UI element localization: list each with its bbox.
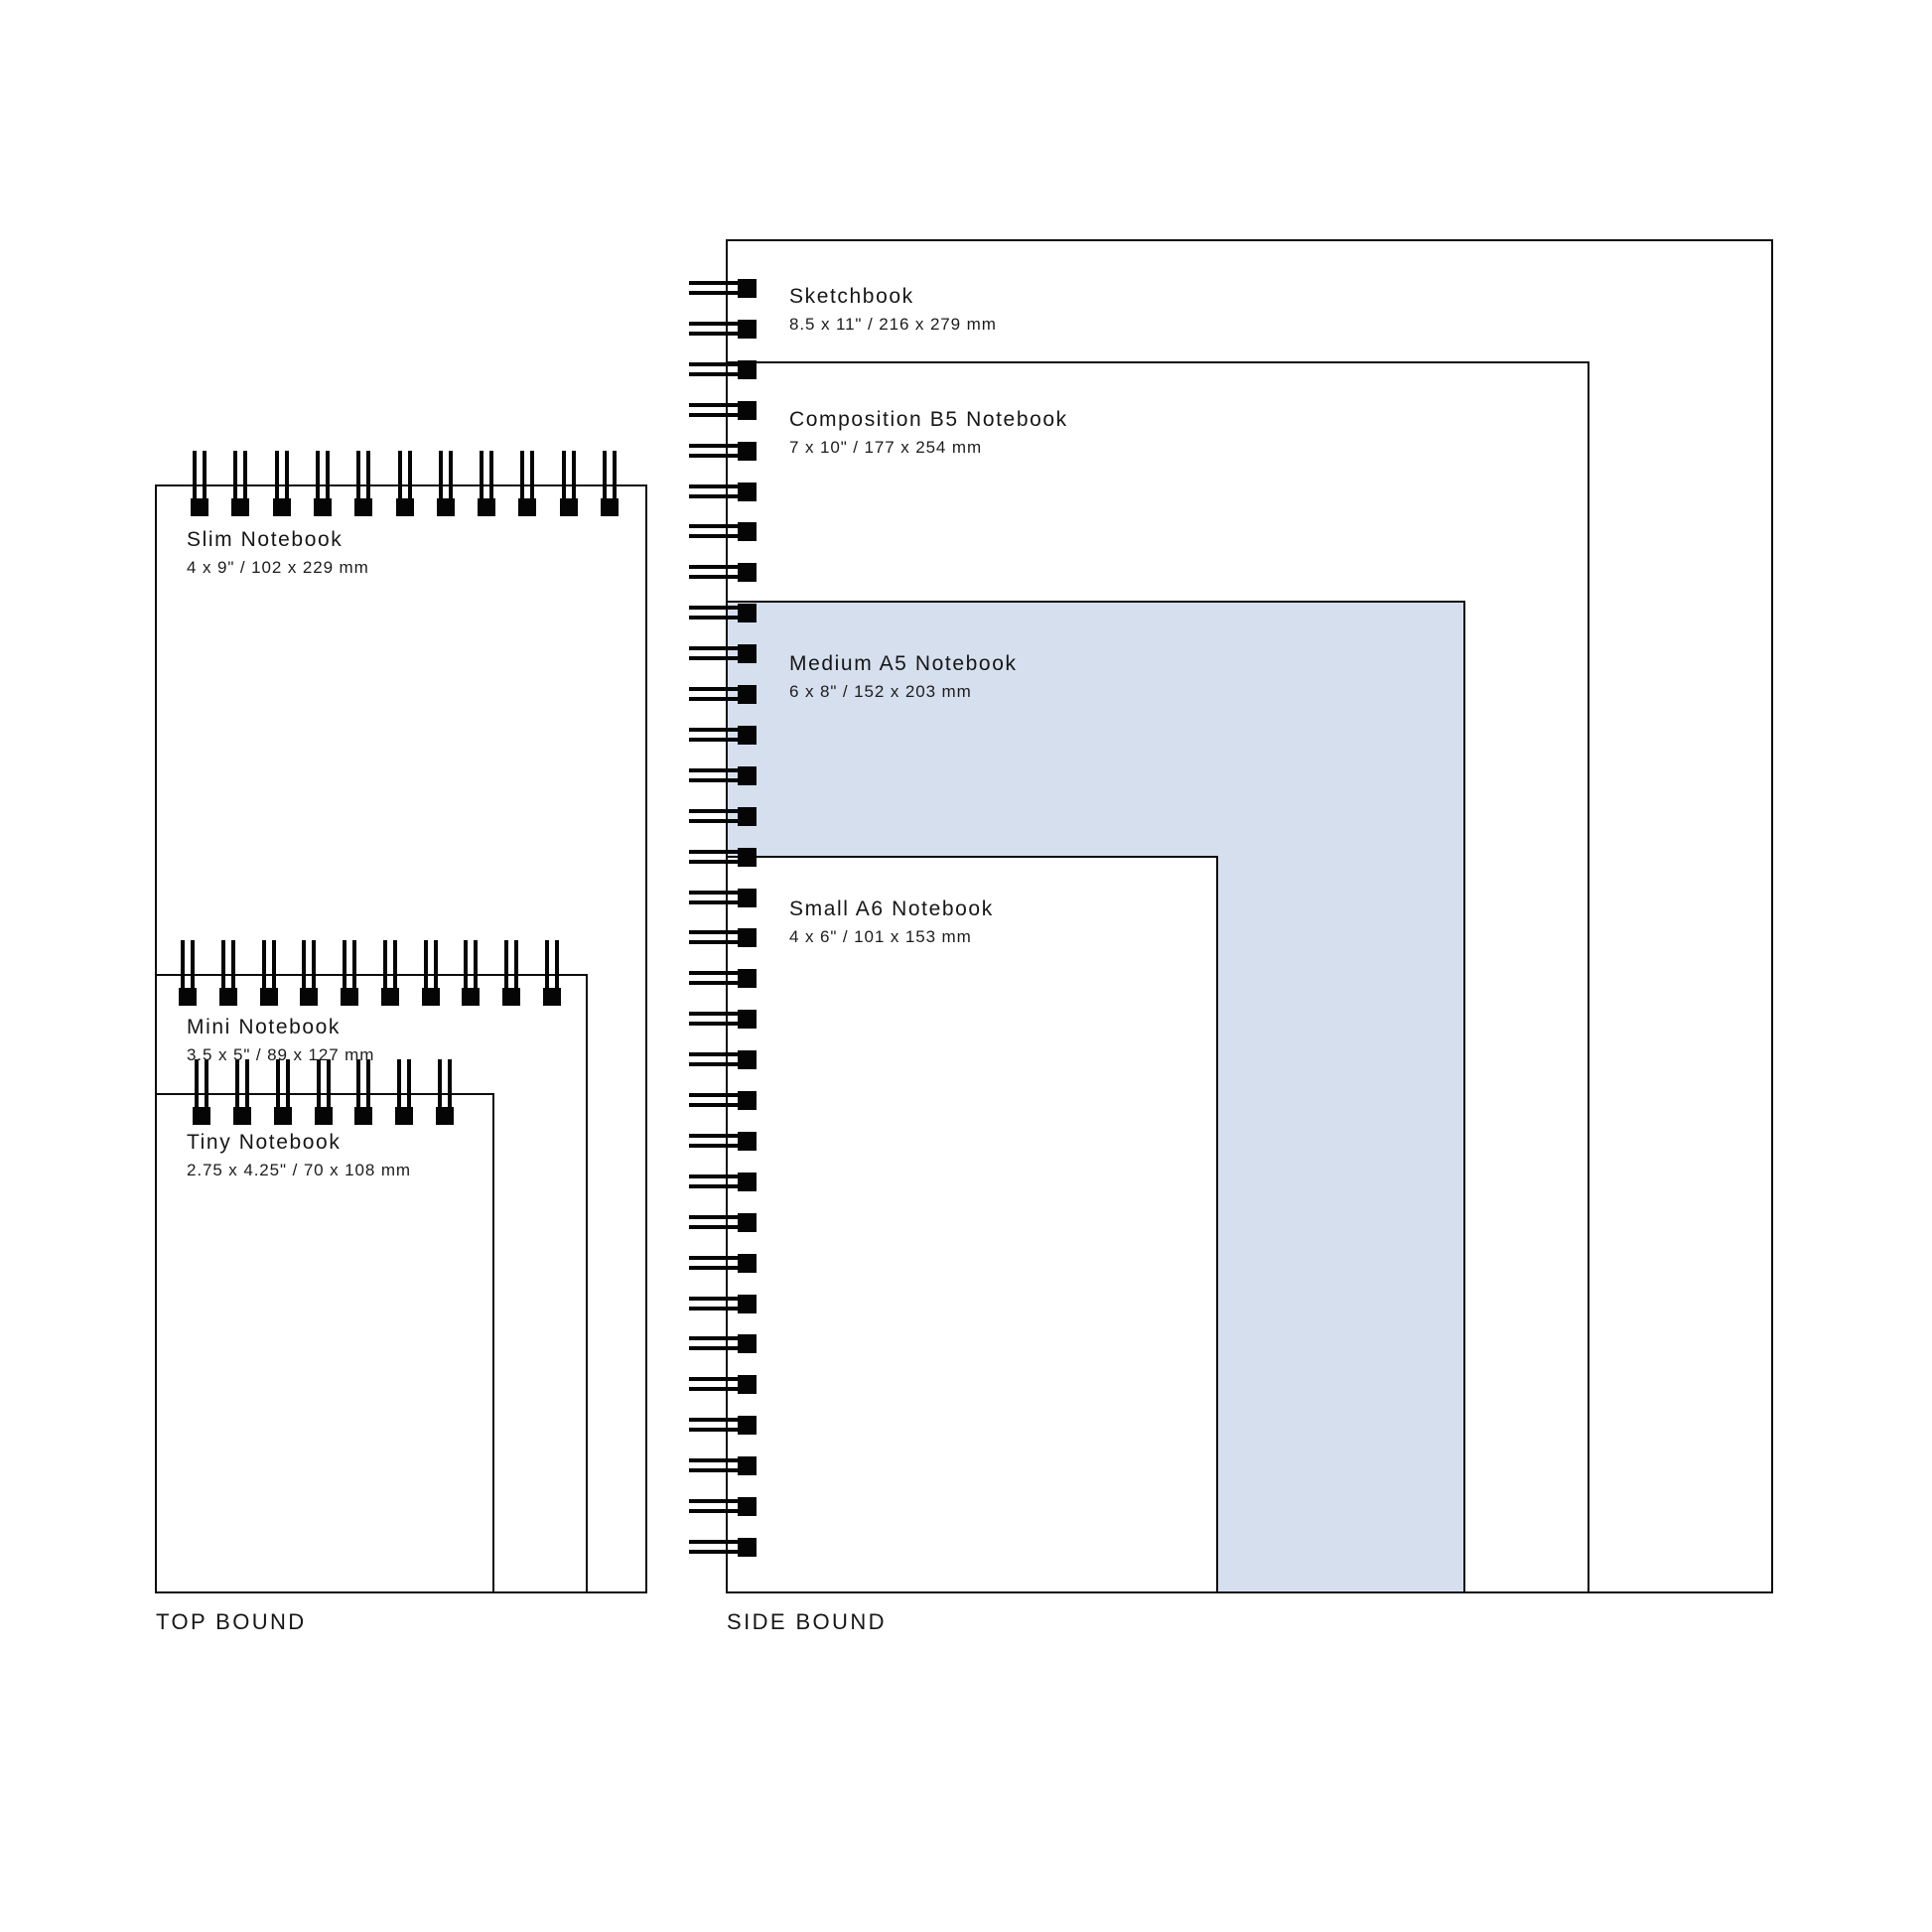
coil-wire [689, 1256, 739, 1260]
coil-wire [408, 451, 412, 502]
coil-square [738, 1050, 757, 1069]
coil-square [560, 498, 578, 516]
coil-wire [286, 1059, 290, 1111]
notebook-label-composition-b5 [789, 407, 1068, 459]
coil-wire [689, 454, 739, 458]
coil-wire [689, 1052, 739, 1056]
coil-wire [356, 1059, 360, 1111]
coil-wire [689, 1093, 739, 1097]
coil-square [738, 1456, 757, 1475]
coil-wire [366, 451, 370, 502]
coil-wire [689, 534, 739, 538]
coil-wire [448, 1059, 452, 1111]
coil-wire [689, 738, 739, 742]
coil-wire [407, 1059, 411, 1111]
coil-square [422, 988, 440, 1006]
coil-square [738, 889, 757, 907]
coil-wire [480, 451, 483, 502]
coil-square [738, 1010, 757, 1029]
coil-wire [262, 940, 266, 992]
coil-square [395, 1107, 413, 1125]
coil-wire [504, 940, 508, 992]
coil-wire [393, 940, 397, 992]
coil-wire [489, 451, 493, 502]
coil-wire [562, 451, 566, 502]
coil-wire [689, 971, 739, 975]
coil-square [738, 1213, 757, 1232]
notebook-outline-small-a6 [726, 856, 1218, 1593]
coil-wire [689, 322, 739, 326]
coil-wire [689, 1134, 739, 1138]
coil-wire [689, 494, 739, 498]
coil-wire [689, 1225, 739, 1229]
coil-square [601, 498, 619, 516]
coil-wire [530, 451, 534, 502]
coil-square [738, 969, 757, 988]
coil-square [436, 1107, 454, 1125]
notebook-dimensions-mini: 3.5 x 5" / 89 x 127 mm [187, 1045, 375, 1064]
coil-wire [689, 940, 739, 944]
coil-wire [545, 940, 549, 992]
coil-square [315, 1107, 333, 1125]
coil-wire [689, 1458, 739, 1462]
coil-wire [233, 451, 237, 502]
coil-wire [383, 940, 387, 992]
coil-wire [689, 1468, 739, 1472]
side-bound-caption: SIDE BOUND [727, 1609, 887, 1634]
coil-wire [689, 1336, 739, 1340]
coil-wire [231, 940, 235, 992]
coil-wire [689, 616, 739, 620]
coil-square [478, 498, 495, 516]
coil-wire [439, 451, 443, 502]
notebook-dimensions-composition-b5: 7 x 10" / 177 x 254 mm [789, 438, 983, 457]
notebook-dimensions-sketchbook: 8.5 x 11" / 216 x 279 mm [789, 315, 997, 334]
coil-square [738, 279, 757, 298]
notebook-name-composition-b5: Composition B5 Notebook [789, 408, 1068, 431]
coil-wire [243, 451, 247, 502]
coil-square [738, 1295, 757, 1313]
coil-wire [689, 484, 739, 488]
coil-wire [603, 451, 607, 502]
coil-wire [689, 332, 739, 336]
notebook-label-slim [187, 527, 369, 579]
coil-wire [689, 1266, 739, 1270]
coil-wire [312, 940, 316, 992]
coil-wire [689, 565, 739, 569]
coil-wire [689, 1499, 739, 1503]
notebook-dimensions-medium-a5: 6 x 8" / 152 x 203 mm [789, 682, 972, 701]
notebook-dimensions-slim: 4 x 9" / 102 x 229 mm [187, 558, 369, 577]
coil-square [274, 1107, 292, 1125]
coil-square [381, 988, 399, 1006]
coil-wire [449, 451, 453, 502]
coil-square [738, 1254, 757, 1273]
top-bound-caption: TOP BOUND [156, 1609, 307, 1634]
coil-wire [689, 656, 739, 660]
coil-wire [366, 1059, 370, 1111]
coil-wire [424, 940, 428, 992]
coil-square [738, 1416, 757, 1435]
coil-wire [326, 451, 330, 502]
coil-square [437, 498, 455, 516]
coil-wire [689, 1428, 739, 1432]
coil-square [462, 988, 480, 1006]
coil-wire [689, 850, 739, 854]
coil-wire [689, 1346, 739, 1350]
coil-wire [398, 451, 402, 502]
notebook-label-tiny [187, 1130, 411, 1181]
coil-square [738, 766, 757, 785]
coil-wire [572, 451, 576, 502]
coil-wire [689, 697, 739, 701]
coil-square [179, 988, 197, 1006]
coil-square [738, 1497, 757, 1516]
notebook-dimensions-small-a6: 4 x 6" / 101 x 153 mm [789, 927, 972, 946]
coil-wire [555, 940, 559, 992]
coil-wire [438, 1059, 442, 1111]
coil-wire [474, 940, 478, 992]
coil-wire [689, 1550, 739, 1554]
coil-square [738, 1091, 757, 1110]
coil-wire [689, 768, 739, 772]
coil-wire [689, 444, 739, 448]
coil-square [738, 360, 757, 379]
coil-wire [689, 1377, 739, 1381]
coil-square [738, 1538, 757, 1557]
coil-wire [343, 940, 346, 992]
coil-wire [205, 1059, 208, 1111]
coil-wire [689, 860, 739, 864]
coil-square [300, 988, 318, 1006]
coil-wire [689, 291, 739, 295]
coil-wire [613, 451, 617, 502]
notebook-name-sketchbook: Sketchbook [789, 285, 914, 308]
coil-wire [689, 1387, 739, 1391]
notebook-dimensions-tiny: 2.75 x 4.25" / 70 x 108 mm [187, 1161, 411, 1179]
coil-wire [689, 930, 739, 934]
coil-square [738, 685, 757, 704]
coil-wire [689, 687, 739, 691]
coil-square [219, 988, 237, 1006]
coil-wire [221, 940, 225, 992]
coil-wire [181, 940, 185, 992]
coil-wire [689, 981, 739, 985]
coil-square [341, 988, 358, 1006]
coil-square [738, 563, 757, 582]
coil-square [738, 1173, 757, 1191]
notebook-label-sketchbook [789, 284, 997, 336]
notebook-name-slim: Slim Notebook [187, 528, 344, 551]
notebook-name-medium-a5: Medium A5 Notebook [789, 652, 1018, 675]
coil-wire [689, 900, 739, 904]
coil-wire [689, 1103, 739, 1107]
coil-wire [689, 1215, 739, 1219]
coil-square [738, 604, 757, 622]
coil-wire [689, 1297, 739, 1301]
coil-wire [689, 281, 739, 285]
coil-square [314, 498, 332, 516]
coil-square [260, 988, 278, 1006]
coil-wire [689, 1062, 739, 1066]
coil-square [738, 726, 757, 745]
coil-square [396, 498, 414, 516]
coil-wire [689, 1174, 739, 1178]
coil-wire [285, 451, 289, 502]
coil-square [738, 807, 757, 826]
coil-square [738, 442, 757, 461]
coil-square [738, 1334, 757, 1353]
coil-wire [689, 891, 739, 895]
coil-wire [434, 940, 438, 992]
notebook-label-mini [187, 1015, 374, 1066]
coil-wire [235, 1059, 239, 1111]
coil-wire [193, 451, 197, 502]
coil-square [273, 498, 291, 516]
coil-wire [514, 940, 518, 992]
coil-wire [689, 606, 739, 610]
coil-square [543, 988, 561, 1006]
coil-square [738, 644, 757, 663]
coil-wire [689, 403, 739, 407]
coil-square [191, 498, 208, 516]
coil-wire [272, 940, 276, 992]
notebook-label-medium-a5 [789, 651, 1018, 703]
coil-wire [316, 451, 320, 502]
coil-wire [689, 646, 739, 650]
coil-wire [689, 362, 739, 366]
coil-square [502, 988, 520, 1006]
coil-wire [397, 1059, 401, 1111]
coil-wire [275, 451, 279, 502]
coil-wire [689, 372, 739, 376]
coil-wire [689, 728, 739, 732]
coil-wire [689, 1022, 739, 1026]
coil-wire [352, 940, 356, 992]
coil-wire [689, 1012, 739, 1016]
coil-wire [520, 451, 524, 502]
coil-square [738, 401, 757, 420]
coil-wire [689, 778, 739, 782]
coil-wire [317, 1059, 321, 1111]
coil-wire [689, 1144, 739, 1148]
coil-wire [689, 1540, 739, 1544]
coil-wire [191, 940, 195, 992]
coil-square [738, 1132, 757, 1151]
coil-square [193, 1107, 210, 1125]
coil-wire [302, 940, 306, 992]
coil-square [518, 498, 536, 516]
coil-square [738, 320, 757, 339]
coil-wire [689, 819, 739, 823]
notebook-name-mini: Mini Notebook [187, 1016, 342, 1038]
coil-square [231, 498, 249, 516]
coil-square [738, 928, 757, 947]
coil-wire [689, 1307, 739, 1311]
coil-square [738, 848, 757, 867]
coil-wire [689, 413, 739, 417]
coil-wire [689, 1509, 739, 1513]
coil-wire [203, 451, 207, 502]
coil-wire [689, 1184, 739, 1188]
notebook-label-small-a6 [789, 897, 994, 948]
coil-square [738, 483, 757, 501]
coil-square [354, 1107, 372, 1125]
coil-square [738, 1375, 757, 1394]
coil-square [354, 498, 372, 516]
coil-wire [464, 940, 468, 992]
coil-wire [327, 1059, 331, 1111]
coil-wire [689, 575, 739, 579]
coil-square [233, 1107, 251, 1125]
coil-square [738, 522, 757, 541]
notebook-name-tiny: Tiny Notebook [187, 1131, 342, 1154]
coil-wire [195, 1059, 199, 1111]
coil-wire [356, 451, 360, 502]
coil-wire [689, 1418, 739, 1422]
coil-wire [689, 809, 739, 813]
notebook-name-small-a6: Small A6 Notebook [789, 897, 994, 920]
coil-wire [689, 524, 739, 528]
coil-wire [245, 1059, 249, 1111]
coil-wire [276, 1059, 280, 1111]
